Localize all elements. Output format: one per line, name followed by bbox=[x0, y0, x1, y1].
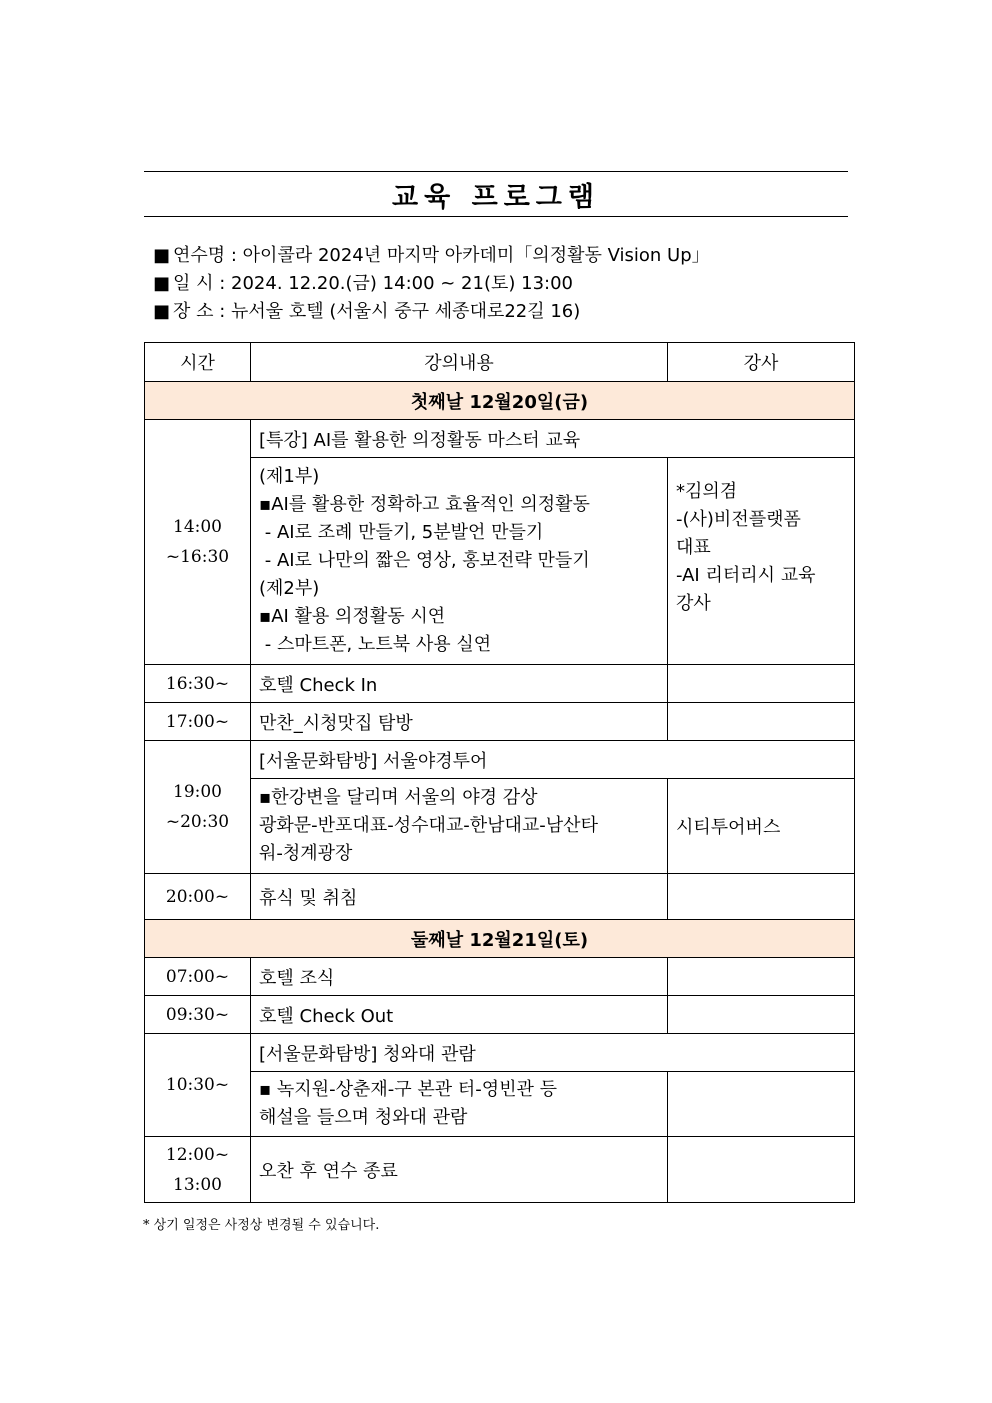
table-row bbox=[145, 1137, 855, 1203]
session3-instructor bbox=[668, 703, 855, 741]
session8-content bbox=[251, 1072, 668, 1137]
session1-time bbox=[145, 420, 251, 665]
table-row bbox=[145, 1072, 855, 1137]
session1-line: ▪AI 활용 의정활동 시연 bbox=[259, 606, 446, 627]
table-row bbox=[145, 458, 855, 665]
session8-title: [서울문화탐방] 청와대 관람 bbox=[251, 1034, 855, 1072]
session1-instructor bbox=[668, 458, 855, 665]
session3-time: 17:00~ bbox=[145, 703, 251, 741]
instructor-line: -(사)비전플랫폼 bbox=[676, 509, 801, 530]
square-bullet-icon: ■ bbox=[153, 301, 171, 322]
session4-content bbox=[251, 779, 668, 874]
instructor-line: 강사 bbox=[676, 593, 711, 614]
session5-content: 휴식 및 취침 bbox=[251, 874, 668, 920]
header-instructor: 강사 bbox=[668, 343, 855, 382]
header-content: 강의내용 bbox=[251, 343, 668, 382]
session5-time: 20:00~ bbox=[145, 874, 251, 920]
instructor-line: 대표 bbox=[676, 537, 711, 558]
session1-time-end: ~16:30 bbox=[165, 547, 230, 567]
info-place-text: 장 소 : 뉴서울 호텔 (서울시 중구 세종대로22길 16) bbox=[173, 301, 581, 322]
session7-instructor bbox=[668, 996, 855, 1034]
session7-time: 09:30~ bbox=[145, 996, 251, 1034]
session2-time: 16:30~ bbox=[145, 665, 251, 703]
session3-content: 만찬_시청맛집 탐방 bbox=[251, 703, 668, 741]
day-row-2 bbox=[145, 920, 855, 958]
info-line-date bbox=[153, 270, 853, 298]
session5-instructor bbox=[668, 874, 855, 920]
session4-time-end: ~20:30 bbox=[165, 812, 230, 832]
day2-label: 둘째날 12월21일(토) bbox=[145, 920, 855, 958]
instructor-line: *김의겸 bbox=[676, 481, 738, 502]
square-bullet-icon: ■ bbox=[153, 245, 171, 266]
schedule-table bbox=[144, 342, 855, 1203]
session4-time bbox=[145, 741, 251, 874]
table-row bbox=[145, 703, 855, 741]
session1-line: (제2부) bbox=[259, 578, 320, 599]
session6-content: 호텔 조식 bbox=[251, 958, 668, 996]
session2-instructor bbox=[668, 665, 855, 703]
info-line-name bbox=[153, 242, 853, 270]
session1-line: (제1부) bbox=[259, 466, 320, 487]
session9-time-start: 12:00~ bbox=[165, 1144, 230, 1165]
session1-title: [특강] AI를 활용한 의정활동 마스터 교육 bbox=[251, 420, 855, 458]
session6-instructor bbox=[668, 958, 855, 996]
table-row bbox=[145, 874, 855, 920]
info-line-place bbox=[153, 298, 853, 326]
session9-instructor bbox=[668, 1137, 855, 1203]
page-title: 교육 프로그램 bbox=[392, 181, 600, 213]
table-row bbox=[145, 1034, 855, 1072]
session4-line: 광화문-반포대표-성수대교-한남대교-남산타 bbox=[259, 815, 598, 836]
session9-time-end: 13:00 bbox=[173, 1174, 222, 1195]
footnote: * 상기 일정은 사정상 변경될 수 있습니다. bbox=[143, 1218, 380, 1233]
session4-line: 워-청계광장 bbox=[259, 843, 353, 864]
table-row bbox=[145, 996, 855, 1034]
header-time: 시간 bbox=[145, 343, 251, 382]
session1-line: - AI로 조례 만들기, 5분발언 만들기 bbox=[259, 522, 544, 543]
table-row bbox=[145, 420, 855, 458]
session4-instructor: 시티투어버스 bbox=[668, 779, 855, 874]
instructor-line: -AI 리터리시 교육 bbox=[676, 565, 816, 586]
session4-line: ▪한강변을 달리며 서울의 야경 감상 bbox=[259, 787, 538, 808]
session1-time-start: 14:00 bbox=[173, 517, 222, 537]
title-block bbox=[144, 171, 848, 217]
table-header-row bbox=[145, 343, 855, 382]
day1-label: 첫째날 12월20일(금) bbox=[145, 382, 855, 420]
program-info bbox=[153, 242, 853, 326]
session6-time: 07:00~ bbox=[145, 958, 251, 996]
day-row-1 bbox=[145, 382, 855, 420]
session1-line: - 스마트폰, 노트북 사용 실연 bbox=[259, 634, 492, 655]
square-bullet-icon: ■ bbox=[153, 273, 171, 294]
session1-line: - AI로 나만의 짧은 영상, 홍보전략 만들기 bbox=[259, 550, 590, 571]
session8-line: 해설을 들으며 청와대 관람 bbox=[259, 1107, 468, 1128]
session9-time bbox=[145, 1137, 251, 1203]
session8-time: 10:30~ bbox=[145, 1034, 251, 1137]
session9-content: 오찬 후 연수 종료 bbox=[251, 1137, 668, 1203]
session4-title: [서울문화탐방] 서울야경투어 bbox=[251, 741, 855, 779]
session8-line: ▪ 녹지원-상춘재-구 본관 터-영빈관 등 bbox=[259, 1079, 558, 1100]
session4-time-start: 19:00 bbox=[173, 782, 222, 802]
session8-instructor bbox=[668, 1072, 855, 1137]
session2-content: 호텔 Check In bbox=[251, 665, 668, 703]
info-name-text: 연수명 : 아이콜라 2024년 마지막 아카데미「의정활동 Vision Up」 bbox=[173, 245, 710, 266]
table-row bbox=[145, 741, 855, 779]
table-row bbox=[145, 779, 855, 874]
table-row bbox=[145, 665, 855, 703]
session1-content bbox=[251, 458, 668, 665]
table-row bbox=[145, 958, 855, 996]
info-date-text: 일 시 : 2024. 12.20.(금) 14:00 ~ 21(토) 13:00 bbox=[173, 273, 573, 294]
session1-line: ▪AI를 활용한 정확하고 효율적인 의정활동 bbox=[259, 494, 590, 515]
session7-content: 호텔 Check Out bbox=[251, 996, 668, 1034]
